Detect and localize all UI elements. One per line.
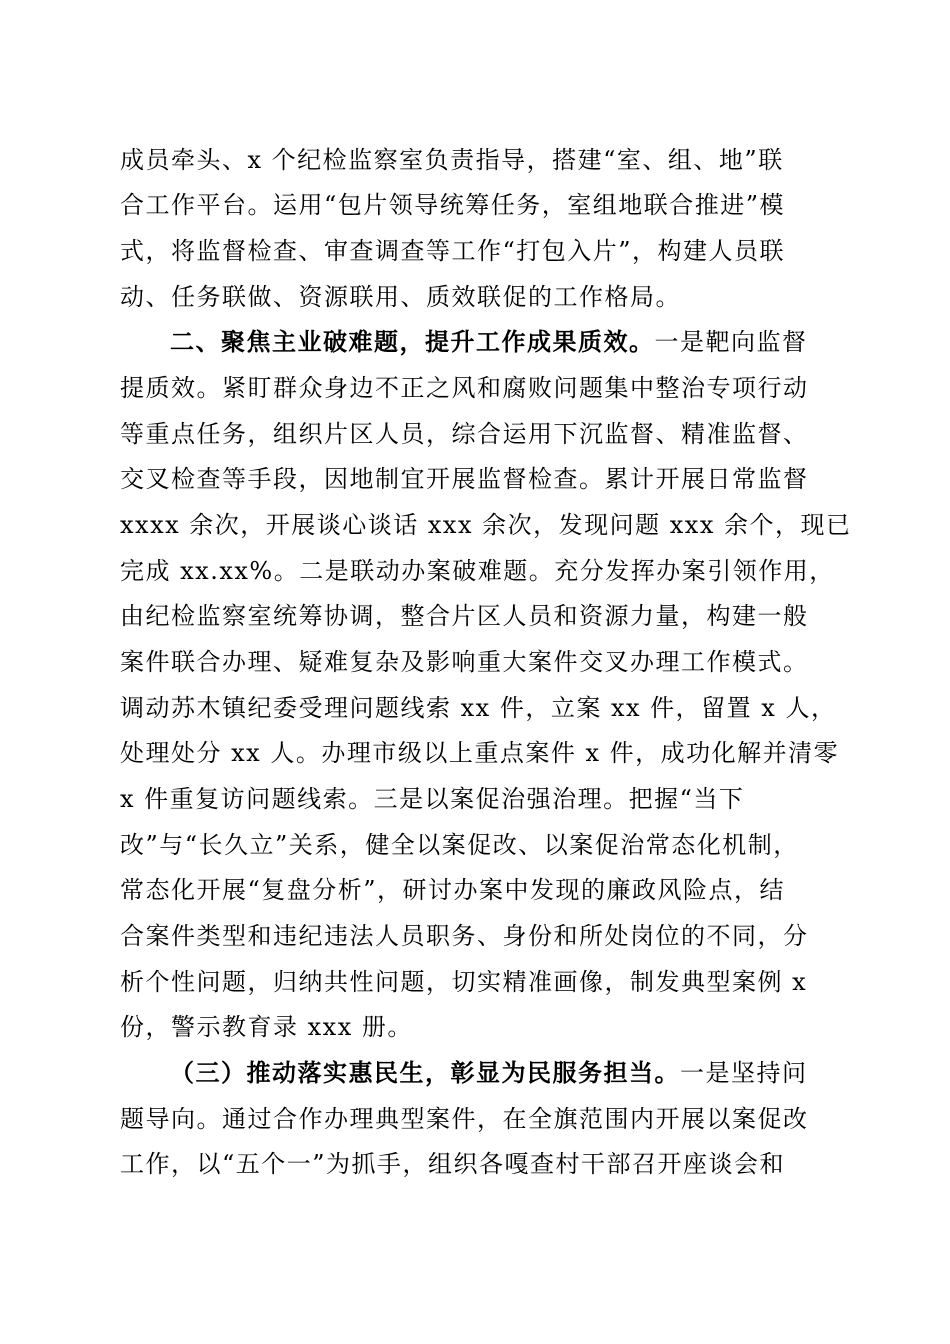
paragraph-line: 合案件类型和违纪违法人员职务、身份和所处岗位的不同，分	[120, 922, 809, 950]
paragraph-line: 份，警示教育录 xxx 册。	[120, 1013, 413, 1041]
paragraph-line: 工作，以“五个一”为抓手，组织各嘎查村干部召开座谈会和	[120, 1150, 786, 1178]
paragraph-line: x 件重复访问题线索。三是以案促治强治理。把握“当下	[120, 785, 745, 813]
paragraph-line: 调动苏木镇纪委受理问题线索 xx 件，立案 xx 件，留置 x 人，	[120, 694, 837, 722]
paragraph-line: 常态化开展“复盘分析”，研讨办案中发现的廉政风险点，结	[120, 876, 786, 904]
paragraph-text: 一是靶向监督	[654, 328, 808, 356]
paragraph-line: 成员牵头、x 个纪检监察室负责指导，搭建“室、组、地”联	[120, 146, 784, 174]
section-heading-line	[170, 1055, 830, 1091]
paragraph-line: 题导向。通过合作办理典型案件，在全旗范围内开展以案促改	[120, 1105, 809, 1133]
paragraph-line: 完成 xx.xx%。二是联动办案破难题。充分发挥办案引领作用，	[120, 557, 835, 585]
section-heading: 二、聚焦主业破难题，提升工作成果质效。	[170, 327, 655, 356]
paragraph-line: 处理处分 xx 人。办理市级以上重点案件 x 件，成功化解并清零	[120, 739, 840, 767]
paragraph-line: 析个性问题，归纳共性问题，切实精准画像，制发典型案例 x	[120, 968, 808, 996]
paragraph-line: 由纪检监察室统筹协调，整合片区人员和资源力量，构建一般	[120, 602, 809, 630]
paragraph-line: 等重点任务，组织片区人员，综合运用下沉监督、精准监督、	[120, 420, 809, 448]
paragraph-line: 提质效。紧盯群众身边不正之风和腐败问题集中整治专项行动	[120, 374, 809, 402]
paragraph-line: 动、任务联做、资源联用、质效联促的工作格局。	[120, 283, 681, 311]
section-heading-line	[170, 324, 830, 360]
paragraph-line: 式，将监督检查、审查调查等工作“打包入片”，构建人员联	[120, 237, 786, 265]
paragraph-line: 合工作平台。运用“包片领导统筹任务，室组地联合推进”模	[120, 191, 786, 219]
paragraph-text: 一是坚持问	[680, 1059, 808, 1087]
section-heading: （三）推动落实惠民生，彰显为民服务担当。	[170, 1058, 680, 1087]
paragraph-line: 案件联合办理、疑难复杂及影响重大案件交叉办理工作模式。	[120, 648, 809, 676]
paragraph-line: 改”与“长久立”关系，健全以案促改、以案促治常态化机制，	[120, 831, 799, 859]
paragraph-line: 交叉检查等手段，因地制宜开展监督检查。累计开展日常监督	[120, 465, 809, 493]
paragraph-line: xxxx 余次，开展谈心谈话 xxx 余次，发现问题 xxx 余个，现已	[120, 511, 852, 539]
